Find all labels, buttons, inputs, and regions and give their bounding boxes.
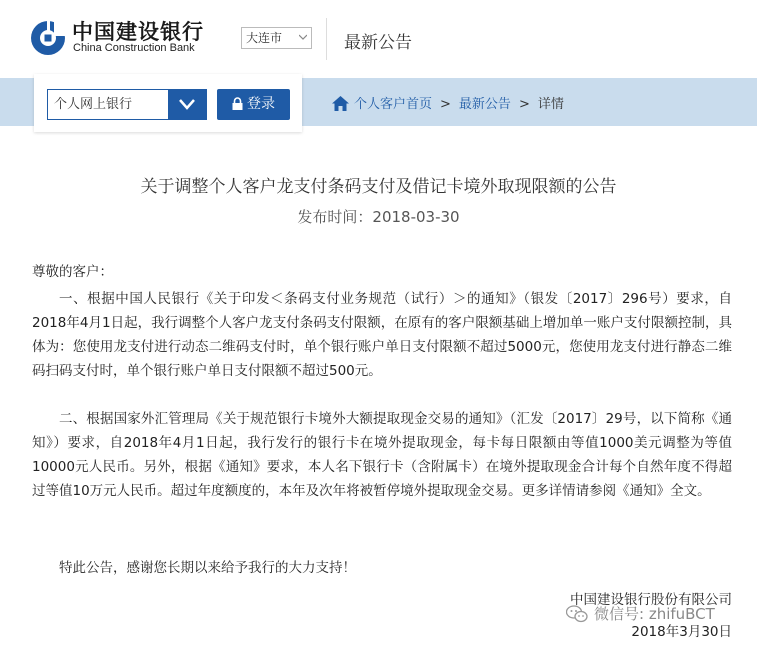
login-button[interactable] <box>217 89 290 120</box>
breadcrumb-current: 详情 <box>537 97 564 112</box>
breadcrumb-separator: > <box>518 97 530 112</box>
breadcrumb <box>332 93 564 112</box>
banking-channel-select[interactable] <box>47 89 207 120</box>
section-title: 最新公告 <box>344 33 412 53</box>
login-label: 登录 <box>247 96 275 112</box>
paragraph-1: 一、根据中国人民银行《关于印发＜条码支付业务规范（试行）＞的通知》（银发〔2017〕296号）要求，自2018年4月1日起，我行调整个人客户龙支付条码支付限额，在原有的客户限额基础上增加单一账户支付限额控制，具体为：您使用龙支付进行动态二维码支付时，单个银行账户单日支付限额不超过5000元，您使用龙支付进行静态二维码扫码支付时，单个银行账户单日支付限额不超过500元。 <box>32 291 732 379</box>
home-icon[interactable] <box>332 96 349 111</box>
breadcrumb-home-link[interactable]: 个人客户首页 <box>354 97 433 112</box>
signature-org: 中国建设银行股份有限公司 <box>570 592 732 608</box>
city-value: 大连市 <box>246 31 283 45</box>
bank-name-cn[interactable]: 中国建设银行 <box>72 20 204 44</box>
lock-icon <box>232 97 243 110</box>
select-arrow[interactable] <box>168 90 206 119</box>
breadcrumb-separator: > <box>440 97 451 112</box>
greeting: 尊敬的客户： <box>32 264 113 280</box>
publish-time: 发布时间：2018-03-30 <box>297 208 460 226</box>
wechat-icon <box>566 605 588 623</box>
signature-date: 2018年3月30日 <box>631 624 732 640</box>
ccb-logo-icon[interactable] <box>30 20 66 56</box>
city-select[interactable] <box>241 27 312 49</box>
chevron-down-icon <box>179 99 195 110</box>
breadcrumb-news-link[interactable]: 最新公告 <box>458 97 511 112</box>
article-title: 关于调整个人客户龙支付条码支付及借记卡境外取现限额的公告 <box>140 177 617 197</box>
chevron-down-icon <box>299 33 307 41</box>
watermark-text: 微信号: zhifuBCT <box>594 605 715 623</box>
site-header <box>0 0 757 78</box>
bank-name-en[interactable]: China Construction Bank <box>73 42 195 54</box>
header-divider <box>326 18 327 60</box>
banking-channel-value: 个人网上银行 <box>54 97 133 112</box>
paragraph-3: 特此公告，感谢您长期以来给予我行的大力支持！ <box>59 560 356 576</box>
paragraph-2: 二、根据国家外汇管理局《关于规范银行卡境外大额提取现金交易的通知》（汇发〔2017〕29号，以下简称《通知》）要求，自2018年4月1日起，我行发行的银行卡在境外提取现金，每卡每日限额由等值1000美元调整为等值10000元人民币。另外，根据《通知》要求，本人名下银行卡（含附属卡）在境外提取现金合计每个自然年度不得超过等值10万元人民币。超过年度额度的，本年及次年将被暂停境外提取现金交易。更多详情请参阅《通知》全文。 <box>32 411 732 499</box>
